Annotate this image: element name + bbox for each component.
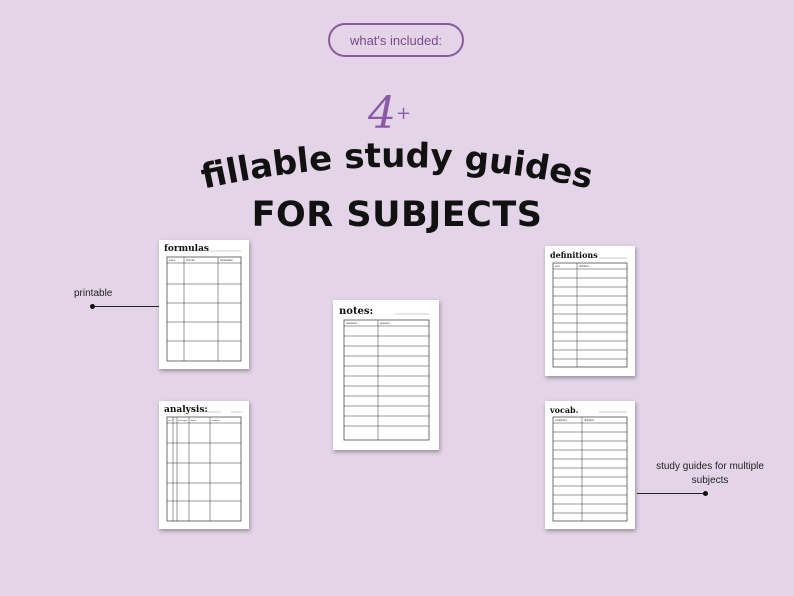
svg-text:formula: formula (186, 259, 195, 262)
vocab-title: vocab. (550, 405, 579, 415)
subheadline: FOR SUBJECTS (251, 195, 543, 235)
analysis-title: analysis: (164, 405, 208, 415)
svg-text:answers: answers (380, 322, 390, 325)
analysis-sheet (159, 401, 249, 529)
multiple-subjects-pointer-dot (703, 491, 708, 496)
svg-text:term: term (555, 265, 560, 268)
svg-text:sig. #: sig. # (168, 420, 174, 422)
svg-text:explanation: explanation (220, 259, 233, 262)
whats-included-badge: what's included: (328, 23, 464, 57)
vocab-sheet (545, 401, 635, 529)
svg-text:technique: technique (178, 420, 188, 422)
notes-sheet (333, 300, 439, 450)
svg-text:vocabulary: vocabulary (555, 419, 568, 422)
headline-text: fillable study guides (197, 135, 597, 198)
printable-label: printable (74, 288, 113, 299)
headline (0, 130, 794, 200)
definitions-sheet (545, 246, 635, 376)
svg-text:definition: definition (584, 419, 595, 422)
multiple-subjects-pointer-line (637, 493, 705, 494)
definitions-title: definitions (550, 250, 598, 260)
multiple-subjects-label: study guides for multiple subjects (656, 461, 764, 486)
guide-count: 4+ (368, 88, 412, 139)
svg-text:quote: quote (191, 420, 197, 422)
svg-text:fillable study guides (198, 136, 597, 198)
formulas-sheet (159, 240, 249, 369)
svg-text:definition: definition (579, 265, 590, 268)
printable-pointer-line (93, 306, 159, 307)
notes-title: notes: (339, 306, 374, 317)
formulas-title: formulas (164, 244, 209, 254)
svg-text:questions: questions (346, 322, 358, 325)
svg-text:analysis: analysis (212, 420, 220, 422)
svg-text:name: name (169, 259, 176, 262)
